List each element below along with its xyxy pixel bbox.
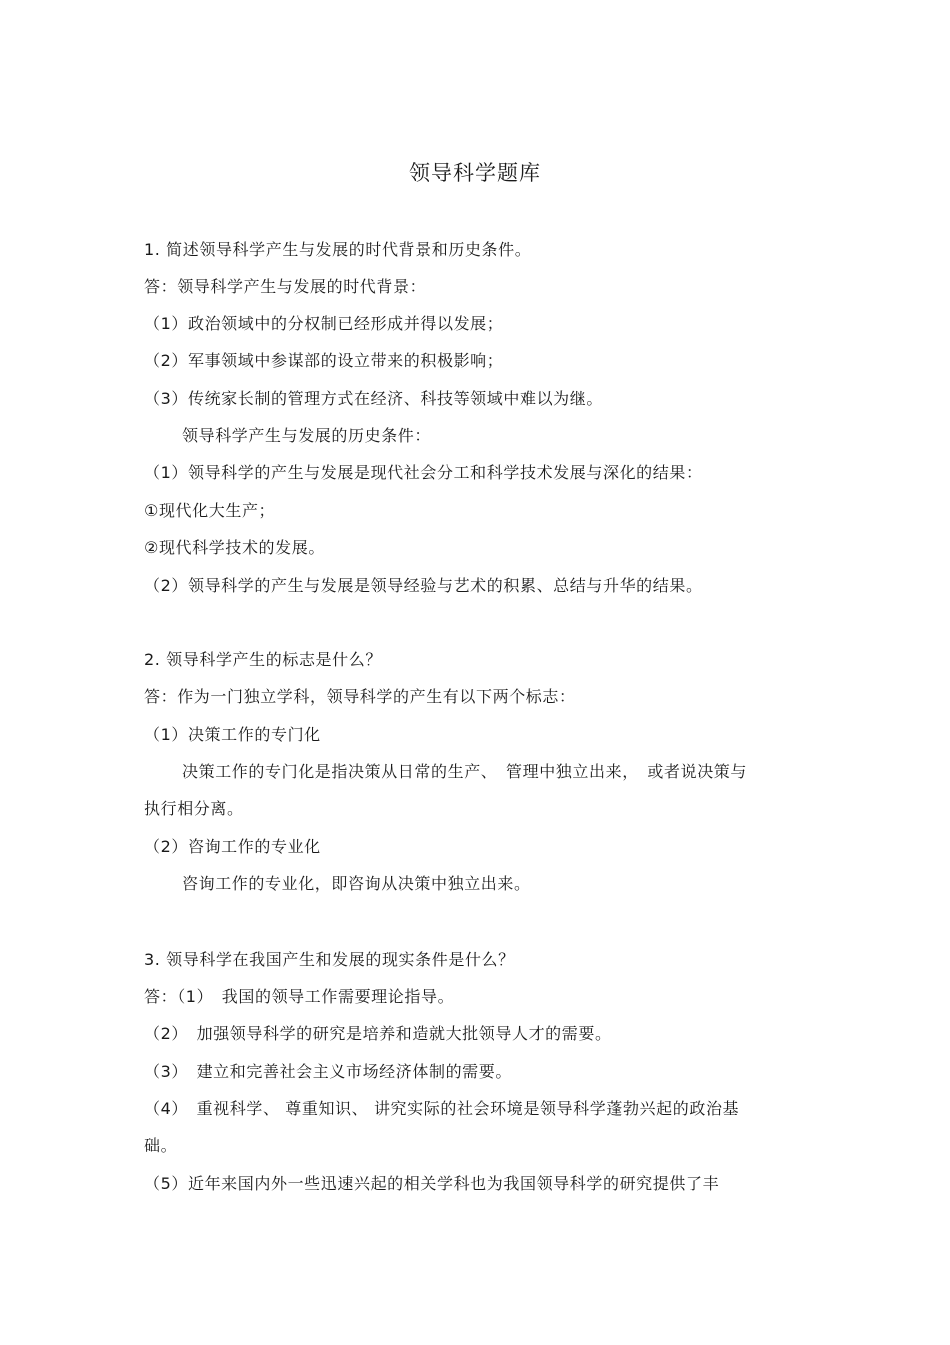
answer-3-item-4: （4） 重视科学、 尊重知识、 讲究实际的社会环境是领导科学蓬勃兴起的政治基 bbox=[144, 1099, 740, 1118]
answer-1-cond-1a: ①现代化大生产； bbox=[144, 501, 276, 520]
answer-1-cond-1b: ②现代科学技术的发展。 bbox=[144, 538, 325, 557]
answer-3-item-5: （5）近年来国内外一些迅速兴起的相关学科也为我国领导科学的研究提供了丰 bbox=[144, 1174, 720, 1193]
answer-1-cond-2: （2）领导科学的产生与发展是领导经验与艺术的积累、总结与升华的结果。 bbox=[144, 576, 703, 595]
answer-2-item-1: （1）决策工作的专门化 bbox=[144, 725, 321, 744]
answer-1-intro: 答：领导科学产生与发展的时代背景： bbox=[144, 277, 427, 296]
question-2: 2. 领导科学产生的标志是什么？ bbox=[144, 650, 382, 669]
answer-2-item-2: （2）咨询工作的专业化 bbox=[144, 837, 321, 856]
question-3: 3. 领导科学在我国产生和发展的现实条件是什么？ bbox=[144, 950, 515, 969]
answer-2-intro: 答：作为一门独立学科，领导科学的产生有以下两个标志： bbox=[144, 687, 576, 706]
answer-1-item-2: （2）军事领域中参谋部的设立带来的积极影响； bbox=[144, 351, 504, 370]
answer-3-item-4-cont: 础。 bbox=[144, 1136, 178, 1155]
answer-2-item-1-desc: 决策工作的专门化是指决策从日常的生产、 管理中独立出来， 或者说决策与 bbox=[182, 762, 748, 781]
question-1: 1. 简述领导科学产生与发展的时代背景和历史条件。 bbox=[144, 240, 532, 259]
answer-3-item-2: （2） 加强领导科学的研究是培养和造就大批领导人才的需要。 bbox=[144, 1024, 612, 1043]
answer-1-cond-1: （1）领导科学的产生与发展是现代社会分工和科学技术发展与深化的结果： bbox=[144, 463, 703, 482]
answer-1-item-3: （3）传统家长制的管理方式在经济、科技等领域中难以为继。 bbox=[144, 389, 603, 408]
answer-2-item-1-desc-cont: 执行相分离。 bbox=[144, 799, 244, 818]
answer-3-item-1: 答：（1） 我国的领导工作需要理论指导。 bbox=[144, 987, 455, 1006]
page-title: 领导科学题库 bbox=[409, 161, 541, 185]
answer-2-item-2-desc: 咨询工作的专业化，即咨询从决策中独立出来。 bbox=[182, 874, 531, 893]
answer-3-item-3: （3） 建立和完善社会主义市场经济体制的需要。 bbox=[144, 1062, 512, 1081]
answer-1-item-1: （1）政治领域中的分权制已经形成并得以发展； bbox=[144, 314, 504, 333]
answer-1-subheading: 领导科学产生与发展的历史条件： bbox=[182, 426, 432, 445]
